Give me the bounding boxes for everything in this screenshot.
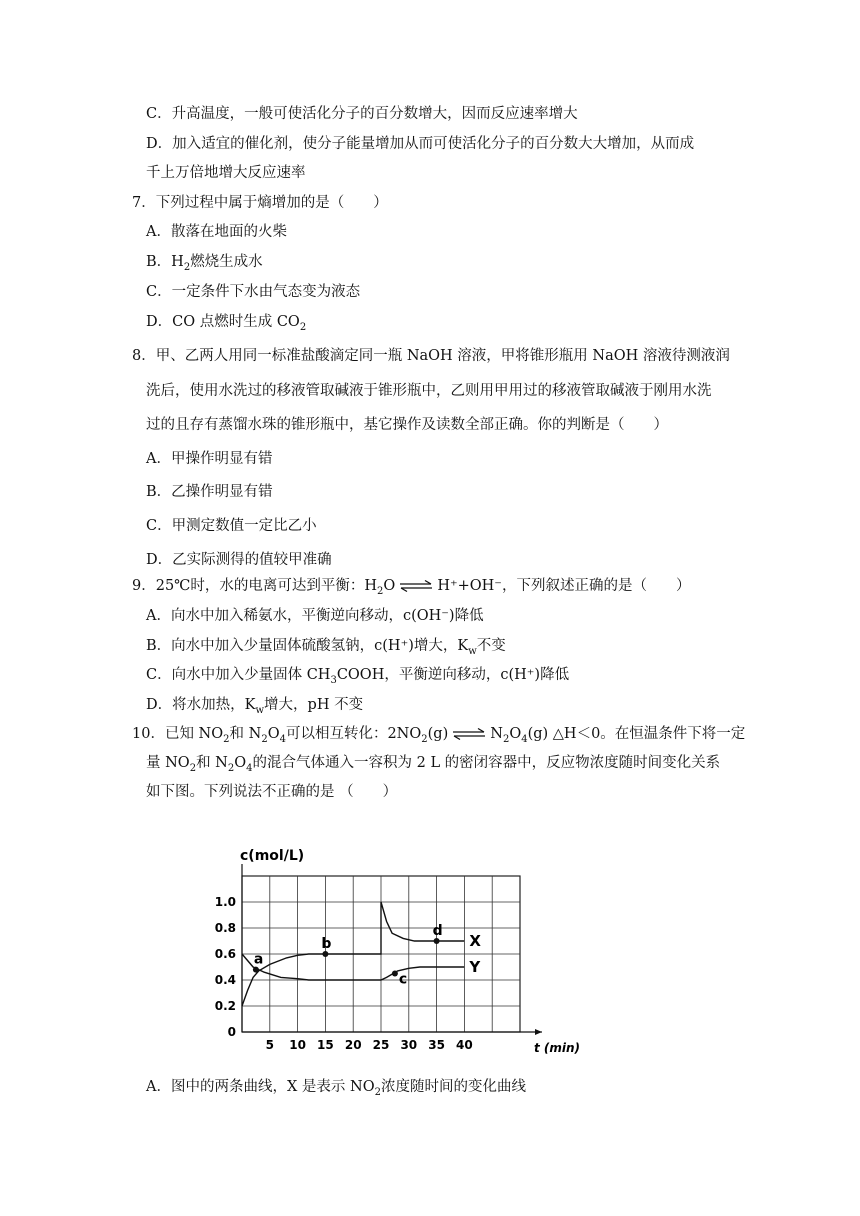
q8-stem-line2: 洗后，使用水洗过的移液管取碱液于锥形瓶中，乙则用甲用过的移液管取碱液于刚用水洗 bbox=[146, 383, 712, 399]
x-tick-label: 35 bbox=[428, 1038, 445, 1052]
y-tick-label: 0.8 bbox=[214, 921, 236, 935]
q9-option-d-pre: D．将水加热，K bbox=[146, 697, 256, 713]
q10-l2-sub2: 2 bbox=[227, 762, 235, 774]
point-label-a: a bbox=[253, 951, 264, 968]
q7-option-b-post: 燃烧生成水 bbox=[190, 254, 263, 270]
q7-option-c: C．一定条件下水由气态变为液态 bbox=[146, 284, 361, 300]
x-tick-label: 25 bbox=[372, 1038, 390, 1052]
x-tick-label: 10 bbox=[289, 1038, 306, 1052]
q10-option-a-post: 浓度随时间的变化曲线 bbox=[380, 1079, 526, 1095]
q9-stem-pre: 9．25℃时，水的电离可达到平衡：H bbox=[132, 578, 378, 594]
q10-l1-sub6: 4 bbox=[521, 733, 528, 745]
q10-option-a-pre: A．图中的两条曲线，X 是表示 NO bbox=[146, 1079, 375, 1095]
q10-l2-b: 和 N bbox=[196, 755, 228, 771]
q10-option-a bbox=[146, 1077, 526, 1097]
series-label-Y: Y bbox=[469, 958, 481, 976]
q8-stem-line3: 过的且存有蒸馏水珠的锥形瓶中，基它操作及读数全部正确。你的判断是（ ） bbox=[146, 417, 668, 433]
q10-l1-sub2: 2 bbox=[261, 733, 268, 745]
q10-l1-c: O bbox=[267, 726, 280, 742]
point-label-d: d bbox=[432, 923, 443, 939]
q10-l1-sub1: 2 bbox=[223, 733, 230, 745]
equilibrium-arrow-icon bbox=[451, 727, 487, 741]
q10-l1-h: (g) △H＜0。在恒温条件下将一定 bbox=[527, 726, 746, 742]
q9-stem-post: H⁺+OH⁻，下列叙述正确的是（ ） bbox=[437, 578, 691, 594]
equilibrium-arrow-icon bbox=[398, 579, 434, 593]
q9-option-d bbox=[146, 695, 363, 715]
q10-stem-line1 bbox=[132, 724, 745, 744]
point-label-b: b bbox=[321, 936, 332, 952]
q6-option-c: C．升高温度，一般可使活化分子的百分数增大，因而反应速率增大 bbox=[146, 106, 578, 122]
q10-l2-sub1: 2 bbox=[189, 762, 197, 774]
q10-l2-a: 量 NO bbox=[146, 755, 190, 771]
q9-option-b-pre: B．向水中加入少量固体硫酸氢钠，c(H⁺)增大，K bbox=[146, 638, 469, 654]
x-tick-label: 30 bbox=[400, 1038, 418, 1052]
q10-stem-line3: 如下图。下列说法不正确的是 （ ） bbox=[146, 784, 398, 800]
point-label-c: c bbox=[398, 971, 408, 988]
q6-option-d-line1: D．加入适宜的催化剂，使分子能量增加从而可使活化分子的百分数大大增加，从而成 bbox=[146, 136, 695, 152]
y-tick-label: 0 bbox=[227, 1025, 236, 1039]
q9-option-d-post: 增大，pH 不变 bbox=[264, 697, 364, 713]
x-tick-label: 20 bbox=[344, 1038, 362, 1052]
q9-option-d-sub: w bbox=[255, 704, 265, 716]
y-tick-label: 1.0 bbox=[214, 895, 236, 909]
y-tick-label: 0.6 bbox=[214, 947, 236, 961]
q10-l2-d: 的混合气体通入一容积为 2 L 的密闭容器中，反应物浓度随时间变化关系 bbox=[252, 755, 721, 771]
y-tick-label: 0.2 bbox=[214, 999, 236, 1013]
q9-option-b bbox=[146, 636, 506, 656]
q10-l1-d: 可以相互转化：2NO bbox=[285, 726, 422, 742]
q9-option-c-pre: C．向水中加入少量固体 CH bbox=[146, 667, 331, 683]
q9-stem-mid: O bbox=[383, 578, 396, 594]
q9-option-c-post: COOH，平衡逆向移动，c(H⁺)降低 bbox=[336, 667, 570, 683]
q10-l1-g: O bbox=[509, 726, 522, 742]
q8-option-b: B．乙操作明显有错 bbox=[146, 484, 273, 500]
q9-stem-sub: 2 bbox=[377, 585, 384, 597]
q9-option-c-sub: 3 bbox=[330, 674, 337, 686]
q7-option-d bbox=[146, 312, 306, 332]
x-tick-label: 15 bbox=[317, 1038, 334, 1052]
x-tick-label: 40 bbox=[456, 1038, 473, 1052]
x-axis-title: t (min) bbox=[534, 1041, 581, 1055]
q10-l2-c: O bbox=[234, 755, 247, 771]
q10-l1-sub4: 2 bbox=[421, 733, 428, 745]
q9-option-b-sub: w bbox=[468, 645, 477, 657]
q7-option-d-pre: D．CO 点燃时生成 CO bbox=[146, 314, 300, 330]
q8-option-d: D．乙实际测得的值较甲准确 bbox=[146, 552, 332, 568]
q9-option-b-post: 不变 bbox=[476, 638, 506, 654]
q8-option-c: C．甲测定数值一定比乙小 bbox=[146, 518, 317, 534]
q7-option-b-pre: B．H bbox=[146, 254, 184, 270]
q6-option-d-line2: 千上万倍地增大反应速率 bbox=[146, 165, 306, 181]
q7-option-a: A．散落在地面的火柴 bbox=[146, 224, 287, 240]
q10-l1-e: (g) bbox=[427, 726, 449, 742]
x-tick-label: 5 bbox=[265, 1038, 274, 1052]
q10-l1-b: 和 N bbox=[229, 726, 262, 742]
q10-l1-f: N bbox=[490, 726, 503, 742]
q10-l2-sub3: 4 bbox=[246, 762, 253, 774]
concentration-time-chart bbox=[214, 838, 581, 1060]
x-axis-arrow-icon bbox=[535, 1029, 542, 1035]
q10-stem-line2 bbox=[146, 753, 720, 773]
q7-option-b bbox=[146, 252, 263, 272]
q10-l1-sub5: 2 bbox=[502, 733, 510, 745]
q7-stem: 7．下列过程中属于熵增加的是（ ） bbox=[132, 195, 388, 211]
q7-option-b-sub: 2 bbox=[183, 261, 191, 273]
q8-stem-line1: 8．甲、乙两人用同一标准盐酸滴定同一瓶 NaOH 溶液，甲将锥形瓶用 NaOH 溶液待测液润 bbox=[132, 348, 730, 364]
q10-l1-sub3: 4 bbox=[279, 733, 286, 745]
q10-option-a-sub: 2 bbox=[374, 1086, 381, 1098]
q9-stem bbox=[132, 576, 690, 596]
q7-option-d-sub: 2 bbox=[299, 321, 307, 333]
y-axis-title: c(mol/L) bbox=[240, 848, 305, 864]
q9-option-a: A．向水中加入稀氨水，平衡逆向移动，c(OH⁻)降低 bbox=[146, 608, 484, 624]
q8-option-a: A．甲操作明显有错 bbox=[146, 451, 273, 467]
y-tick-label: 0.4 bbox=[214, 973, 236, 987]
series-label-X: X bbox=[469, 932, 481, 950]
q10-l1-a: 10．已知 NO bbox=[132, 726, 224, 742]
point-c bbox=[392, 971, 398, 977]
q9-option-c bbox=[146, 665, 569, 685]
